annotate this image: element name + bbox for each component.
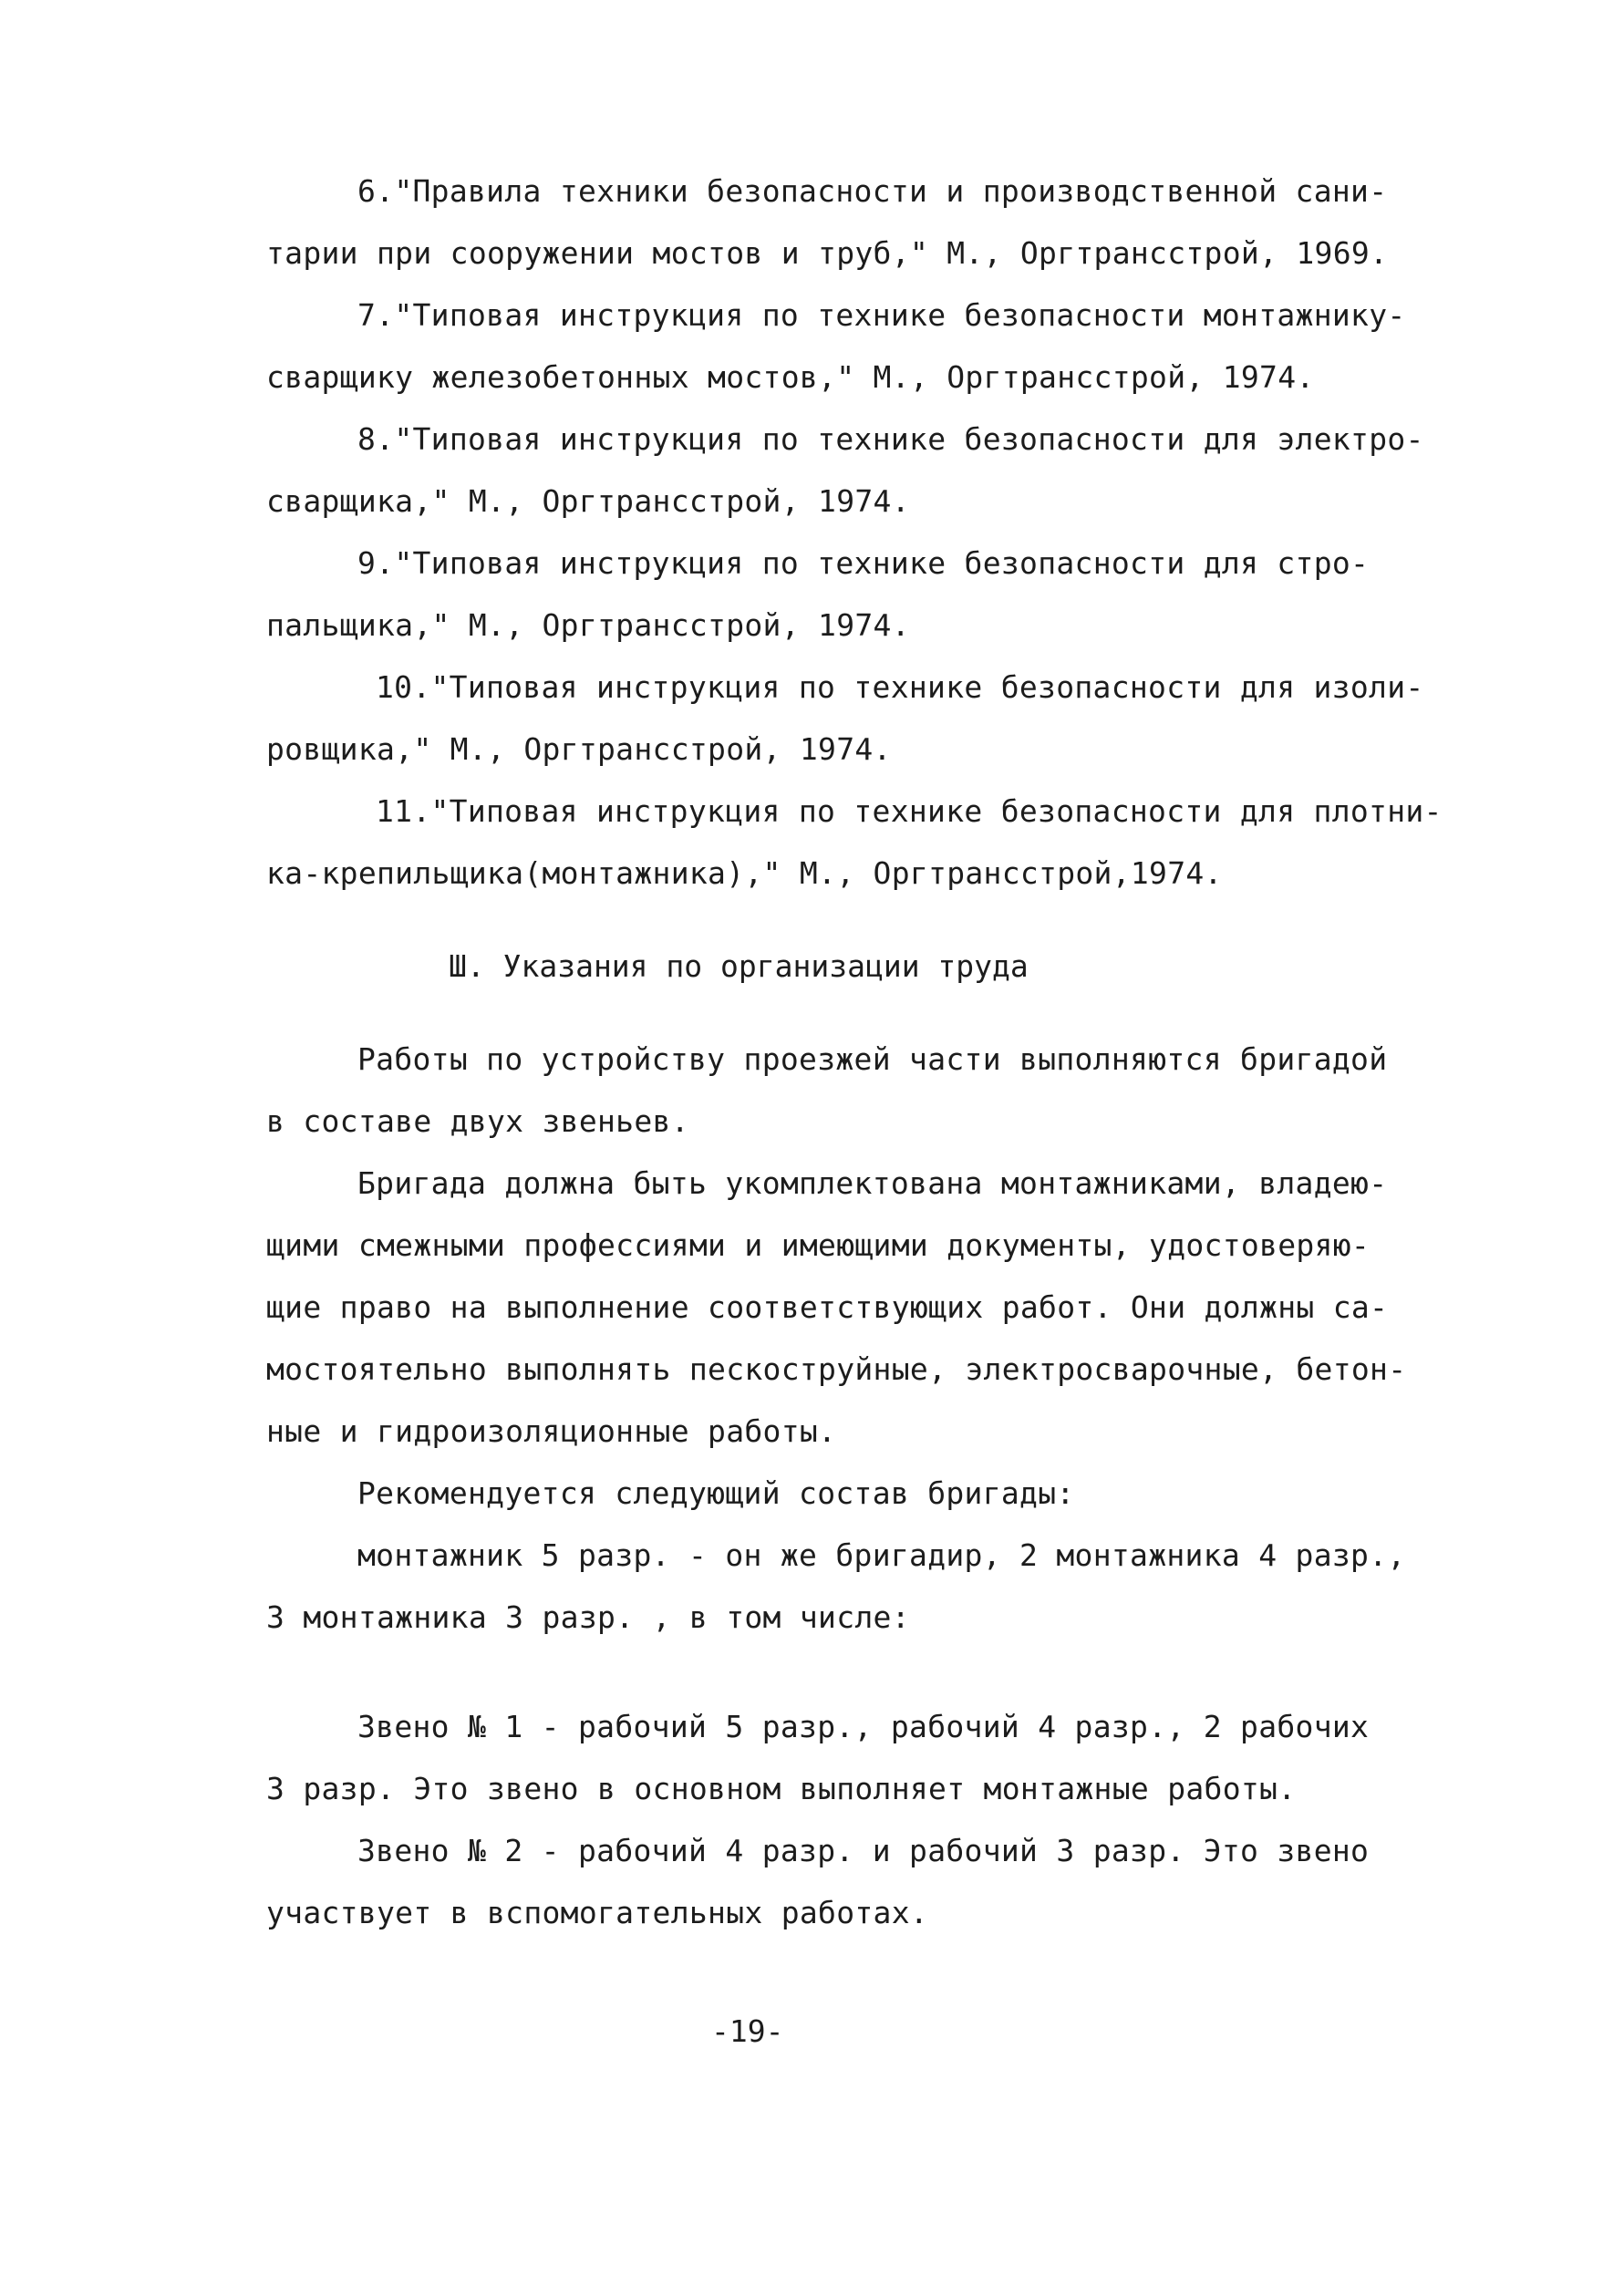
reference-7-line-2: сварщику железобетонных мостов," М., Оргтрансстрой, 1974. [266,359,1315,395]
paragraph-2-line-2: щими смежными профессиями и имеющими документы, удостоверяю- [266,1227,1371,1263]
paragraph-2-line-5: ные и гидроизоляционные работы. [266,1413,837,1449]
section-heading: Ш. Указания по организации труда [449,948,1029,984]
reference-7-line-1: 7."Типовая инструкция по технике безопасности монтажнику- [357,297,1406,333]
reference-8-line-1: 8."Типовая инструкция по технике безопасности для электро- [357,421,1424,457]
reference-11-line-1: 11."Типовая инструкция по технике безопасности для плотни- [376,793,1443,829]
paragraph-2-line-1: Бригада должна быть укомплектована монтажниками, владею- [357,1165,1388,1201]
paragraph-1-line-1: Работы по устройству проезжей части выполняются бригадой [357,1041,1388,1077]
reference-10-line-2: ровщика," М., Оргтрансстрой, 1974. [266,731,892,767]
paragraph-3-line-1: Рекомендуется следующий состав бригады: [357,1475,1075,1511]
paragraph-2-line-3: щие право на выполнение соответствующих работ. Они должны са- [266,1289,1389,1325]
paragraph-6-line-1: Звено № 2 - рабочий 4 разр. и рабочий 3 разр. Это звено [357,1833,1370,1868]
paragraph-4-line-1: монтажник 5 разр. - он же бригадир, 2 монтажника 4 разр., [357,1537,1406,1573]
reference-11-line-2: ка-крепильщика(монтажника)," М., Оргтрансстрой,1974. [266,855,1223,891]
reference-9-line-2: пальщика," М., Оргтрансстрой, 1974. [266,607,910,643]
reference-6-line-1: 6."Правила техники безопасности и производственной сани- [357,173,1388,209]
reference-6-line-2: тарии при сооружении мостов и труб," М., Оргтрансстрой, 1969. [266,235,1389,271]
paragraph-1-line-2: в составе двух звеньев. [266,1103,689,1139]
paragraph-5-line-2: 3 разр. Это звено в основном выполняет монтажные работы. [266,1771,1297,1806]
page-number: -19- [711,2013,784,2049]
paragraph-6-line-2: участвует в вспомогательных работах. [266,1895,929,1930]
reference-8-line-2: сварщика," М., Оргтрансстрой, 1974. [266,483,910,519]
reference-9-line-1: 9."Типовая инструкция по технике безопасности для стро- [357,545,1370,581]
paragraph-4-line-2: 3 монтажника 3 разр. , в том числе: [266,1599,910,1635]
reference-10-line-1: 10."Типовая инструкция по технике безопасности для изоли- [376,669,1424,705]
paragraph-5-line-1: Звено № 1 - рабочий 5 разр., рабочий 4 разр., 2 рабочих [357,1709,1370,1744]
paragraph-2-line-4: мостоятельно выполнять пескоструйные, электросварочные, бетон- [266,1351,1407,1387]
